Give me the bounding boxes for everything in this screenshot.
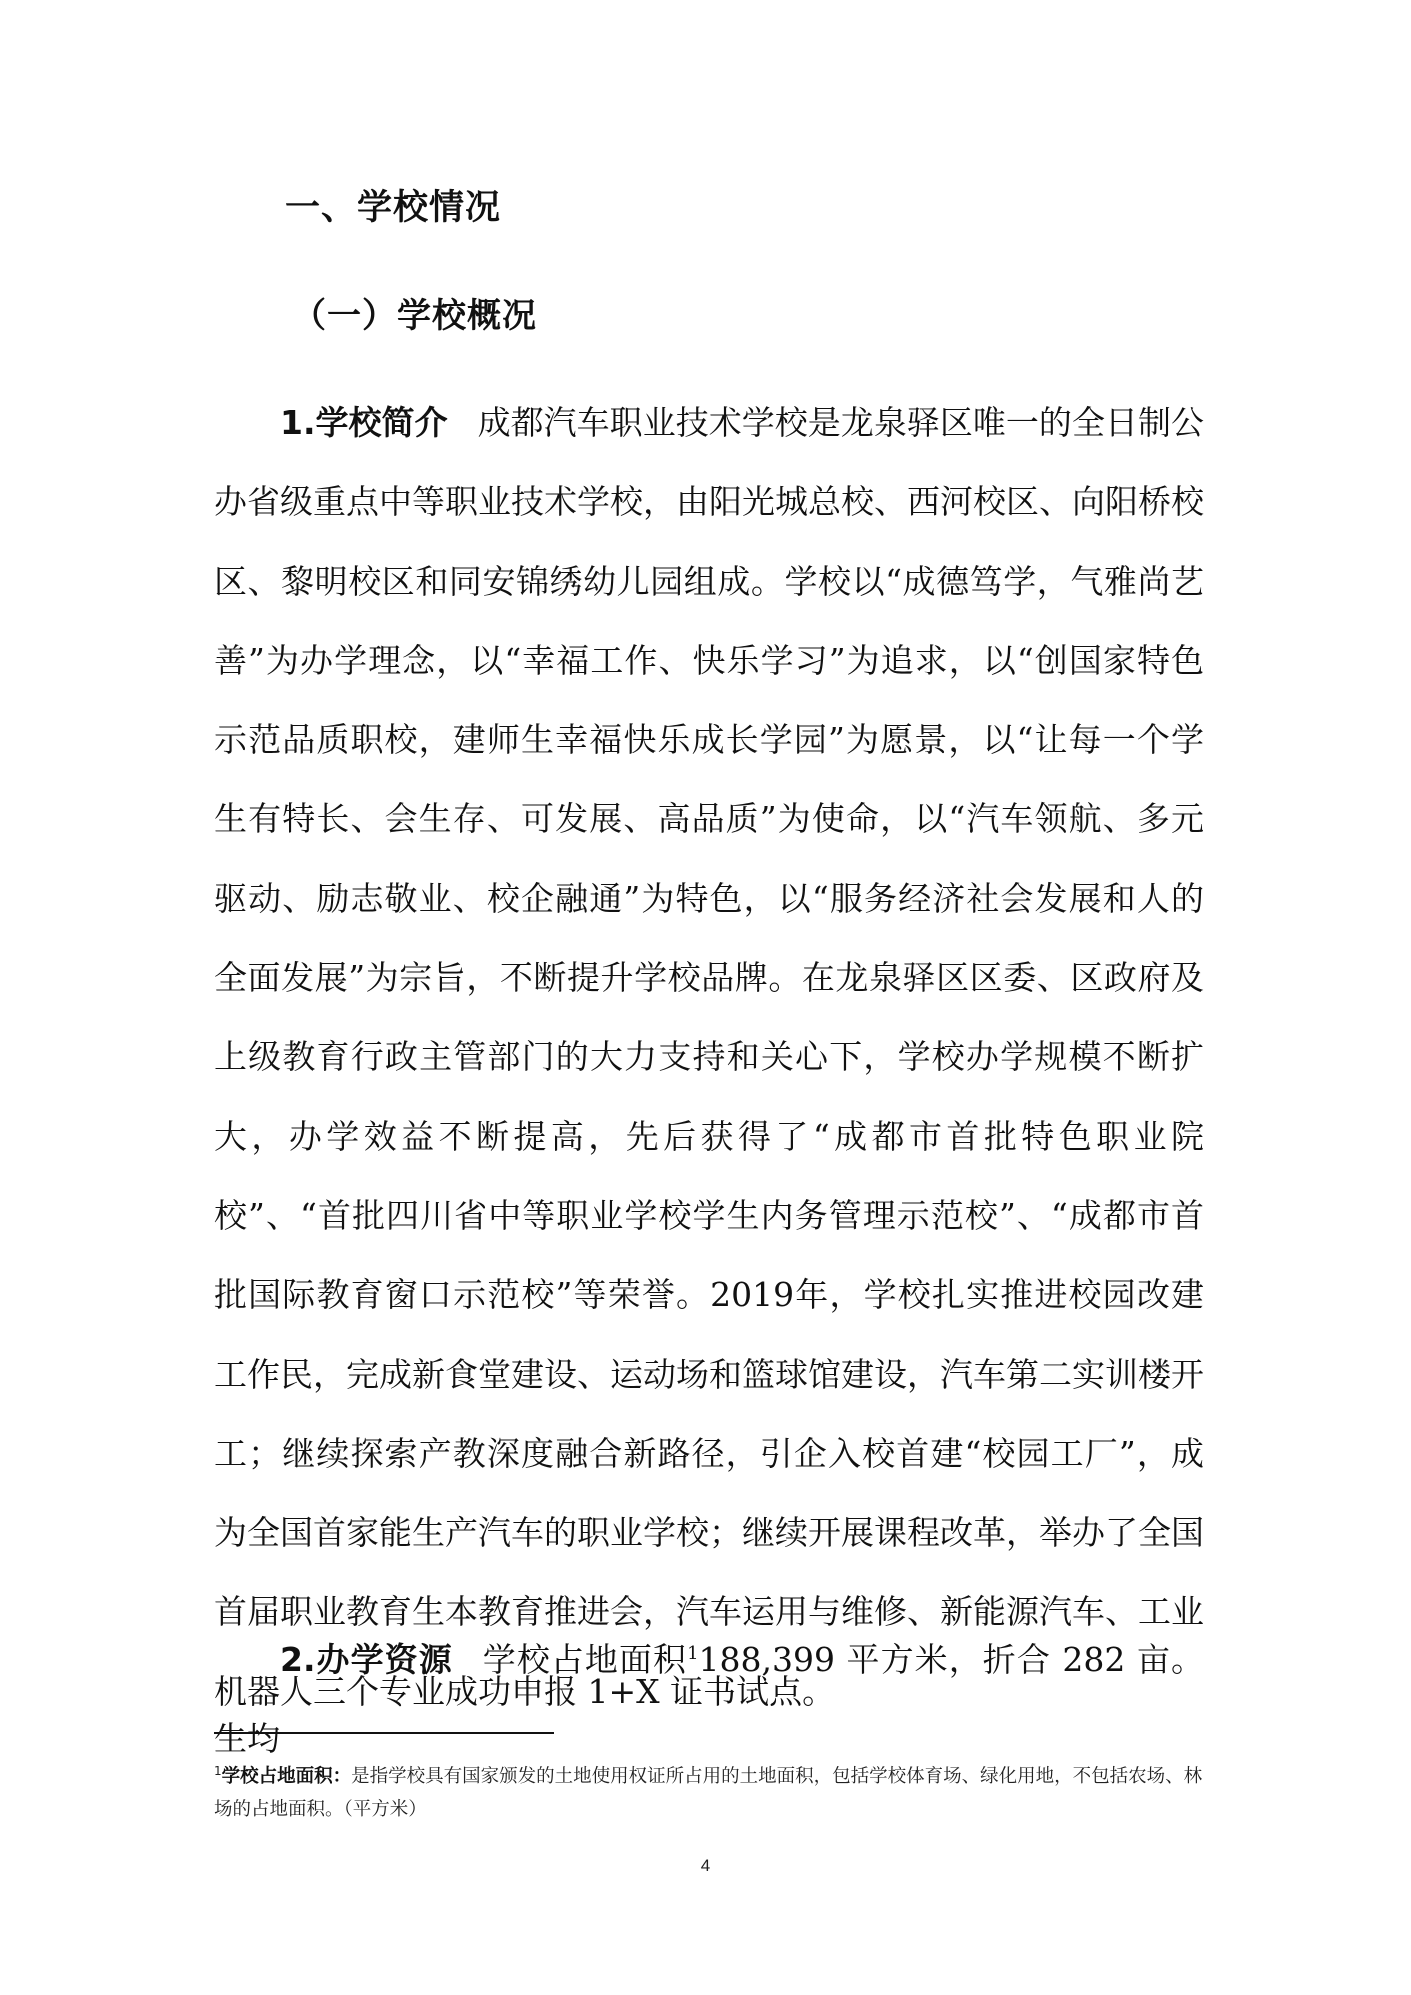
- footnote-reference-mark: 1: [687, 1643, 699, 1664]
- footnote-term: 学校占地面积：: [221, 1766, 352, 1787]
- page-number: 4: [700, 1856, 711, 1875]
- resources-text-before-note: 学校占地面积: [482, 1640, 688, 1679]
- heading-school-overview: （一）学校概况: [292, 296, 537, 336]
- footnote-separator: [214, 1732, 554, 1734]
- paragraph-school-resources: [214, 1620, 1204, 1779]
- resources-text-after-note: 188,399 平方米，折合 282 亩。生均: [214, 1640, 1205, 1759]
- introduction-text: 成都汽车职业技术学校是龙泉驿区唯一的全日制公办省级重点中等职业技术学校，由阳光城总校、西河校区、向阳桥校区、黎明校区和同安锦绣幼儿园组成。学校以“成德笃学，气雅尚艺善”为办学理念，以“幸福工作、快乐学习”为追求，以“创国家特色示范品质职校，建师生幸福快乐成长学园”为愿景，以“让每一个学生有特长、会生存、可发展、高品质”为使命，以“汽车领航、多元驱动、励志敬业、校企融通”为特色，以“服务经济社会发展和人的全面发展”为宗旨，不断提升学校品牌。在龙泉驿区区委、区政府及上级教育行政主管部门的大力支持和关心下，学校办学规模不断扩大，办学效益不断提高，先后获得了“成都市首批特色职业院校”、“首批四川省中等职业学校学生内务管理示范校”、“成都市首批国际教育窗口示范校”等荣誉。2019年，学校扎实推进校园改建工作民，完成新食堂建设、运动场和篮球馆建设，汽车第二实训楼开工；继续探索产教深度融合新路径，引企入校首建“校园工厂”，成为全国首家能生产汽车的职业学校；继续开展课程改革，举办了全国首届职业教育生本教育推进会，汽车运用与维修、新能源汽车、工业机器人三个专业成功申报 1+X 证书试点。: [214, 403, 1204, 1711]
- section-title-resources: 2.办学资源: [280, 1640, 453, 1679]
- heading-school-situation: 一、学校情况: [285, 188, 502, 228]
- footnote-text: 是指学校具有国家颁发的土地使用权证所占用的土地面积，包括学校体育场、绿化用地，不包括农场、林场的占地面积。（平方米）: [214, 1766, 1203, 1820]
- paragraph-school-introduction: [214, 383, 1204, 1731]
- footnote-mark: 1: [214, 1763, 222, 1778]
- section-title-introduction: 1.学校简介: [280, 403, 448, 442]
- footnote: [214, 1760, 1204, 1826]
